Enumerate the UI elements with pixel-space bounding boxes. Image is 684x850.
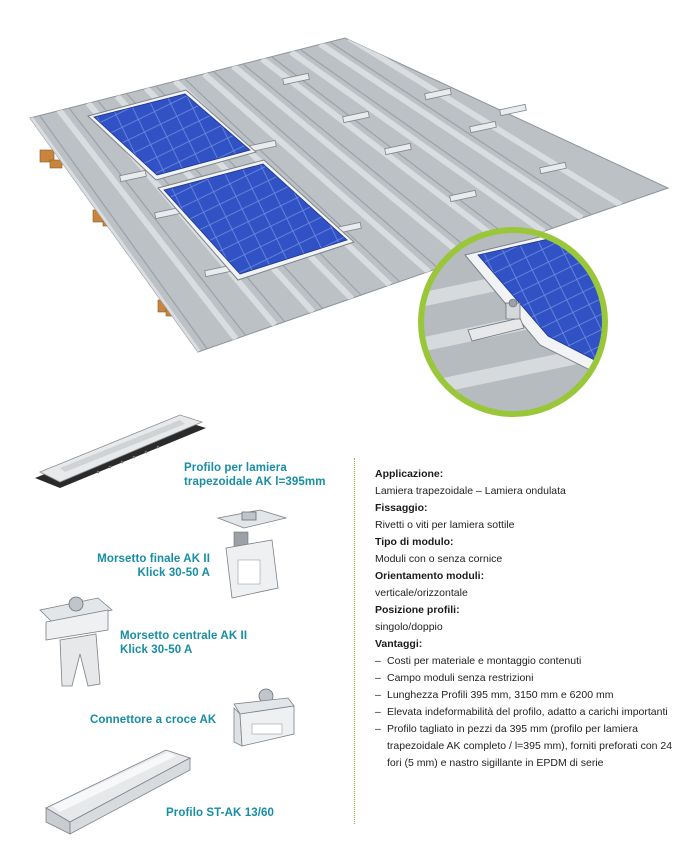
product-label-middle-clamp: Morsetto centrale AK II Klick 30-50 A [120,630,248,656]
product-label-cross-connector: Connettore a croce AK [90,714,217,726]
product-label-profile-st-ak: Profilo ST-AK 13/60 [166,807,274,819]
product-label-profile-ak: Profilo per lamiera trapezoidale AK l=395mm [184,462,326,488]
spec-fissaggio-value: Rivetti o viti per lamiera sottile [375,519,515,531]
zoom-detail [420,230,610,420]
vantaggi-item: – Costi per materiale e montaggio contenuti [375,653,675,670]
spec-posizione-label: Posizione profili: [375,604,460,616]
spec-fissaggio-label: Fissaggio: [375,502,428,514]
profile-ak-image [30,410,210,495]
vantaggi-item: – Campo moduli senza restrizioni [375,670,675,687]
spec-orientamento-value: verticale/orizzontale [375,587,468,599]
cross-connector-image [228,686,300,748]
vantaggi-item: – Elevata indeformabilità del profilo, adatto a carichi importanti [375,704,675,721]
vantaggi-list [375,653,675,772]
end-clamp-image [212,508,292,608]
middle-clamp-image [38,594,118,694]
spec-orientamento-label: Orientamento moduli: [375,570,485,582]
vantaggi-item: – Profilo tagliato in pezzi da 395 mm (profilo per lamiera trapezoidale AK completo / l=395 mm), forniti preforati con 24 fori (5 mm) e nastro sigillante in EPDM di serie [375,721,675,772]
spec-applicazione-value: Lamiera trapezoidale – Lamiera ondulata [375,485,566,497]
product-label-end-clamp: Morsetto finale AK II Klick 30-50 A [97,553,210,579]
spec-applicazione-label: Applicazione: [375,468,444,480]
specifications [375,466,675,772]
profile-st-ak-image [38,746,198,836]
spec-tipo-label: Tipo di modulo: [375,536,454,548]
spec-vantaggi-label: Vantaggi: [375,638,423,650]
spec-posizione-value: singolo/doppio [375,621,443,633]
column-divider [354,458,355,824]
vantaggi-item: – Lunghezza Profili 395 mm, 3150 mm e 6200 mm [375,687,675,704]
spec-tipo-value: Moduli con o senza cornice [375,553,503,565]
